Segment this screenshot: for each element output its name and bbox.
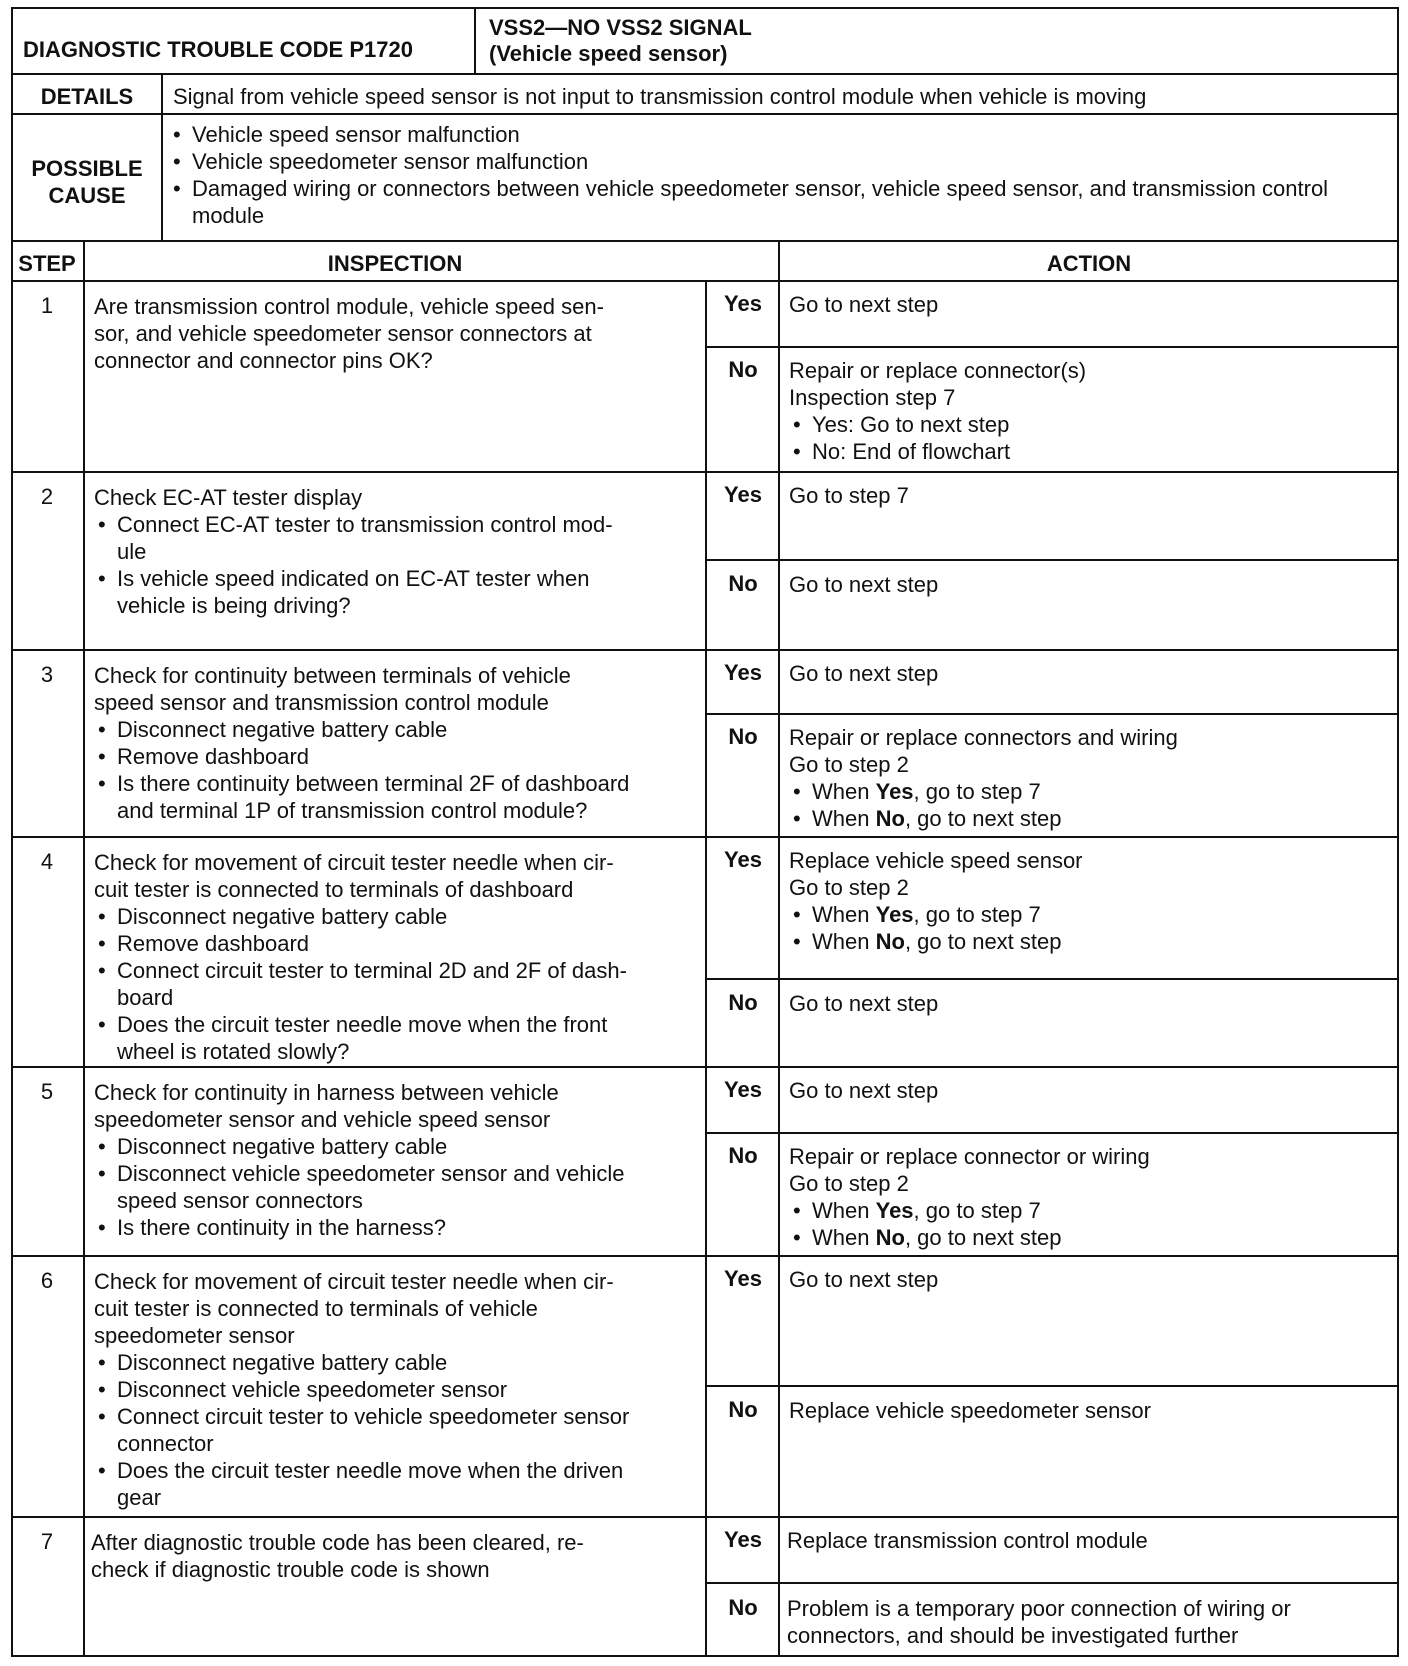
inspection-line: check if diagnostic trouble code is shown [91, 1557, 490, 1582]
step-3-no-action [789, 724, 1389, 832]
inspection-bullet [94, 1457, 699, 1511]
details-bottom-line [11, 113, 1399, 115]
sep-6-7 [11, 1516, 1399, 1518]
bullet-line: • Is there continuity between terminal 2F of dashboard [117, 771, 630, 796]
action-bullets [789, 1197, 1389, 1251]
inspection-bullet [94, 1011, 699, 1065]
border-top [11, 7, 1399, 9]
inspection-bullet [94, 903, 699, 930]
when-word: When [812, 1198, 870, 1223]
action-bullets [789, 411, 1389, 465]
inspection-bullet [94, 511, 699, 565]
no-emphasis: No [875, 1225, 905, 1250]
inspection-bullet [94, 565, 699, 619]
inspection-bullet [94, 957, 699, 1011]
step-2-no-action: Go to next step [789, 572, 939, 597]
step-7-yes-action: Replace transmission control module [787, 1528, 1148, 1553]
no-label: No [728, 1595, 758, 1620]
action-bullet: • Yes: Go to next step [789, 411, 1389, 438]
bullet-line: gear [117, 1485, 162, 1510]
colhead-bottom-line [11, 280, 1399, 282]
bullet-line: • Disconnect negative battery cable [117, 717, 448, 742]
col-action: ACTION [1046, 251, 1132, 276]
yn-sep-6 [705, 1385, 1399, 1387]
dtc-code-title: DIAGNOSTIC TROUBLE CODE P1720 [23, 37, 413, 62]
inspection-line: speedometer sensor [94, 1323, 295, 1348]
inspection-bullet [94, 716, 699, 743]
bullet-line: and terminal 1P of transmission control module? [117, 798, 588, 823]
action-line: connectors, and should be investigated further [787, 1623, 1239, 1648]
inspection-line: speed sensor and transmission control module [94, 690, 549, 715]
action-line: Go to step 2 [789, 1171, 909, 1196]
bullet-line: • Connect circuit tester to vehicle speedometer sensor [117, 1404, 630, 1429]
step-4-inspection [94, 849, 699, 1065]
step-6-yes-action: Go to next step [789, 1267, 939, 1292]
sep-2-3 [11, 649, 1399, 651]
bullet-line: • Is there continuity in the harness? [117, 1215, 446, 1240]
when-word: When [812, 806, 870, 831]
inspection-bullet [94, 743, 699, 770]
bullet-tail: , go to next step [904, 806, 1062, 831]
no-label: No [728, 990, 758, 1015]
action-bullets [789, 901, 1389, 955]
cause-item: • Damaged wiring or connectors between vehicle speedometer sensor, vehicle speed sensor, and transmission control module [169, 175, 1395, 229]
no-label: No [728, 1143, 758, 1168]
inspection-bullets [94, 511, 699, 619]
action-line: Go to step 2 [789, 875, 909, 900]
step-number: 7 [40, 1529, 54, 1554]
bullet-tail: , go to next step [904, 1225, 1062, 1250]
diagnostic-table [11, 7, 1399, 1657]
inspection-bullet [94, 1403, 699, 1457]
action-bullet [789, 1197, 1389, 1224]
bullet-tail: , go to step 7 [913, 1198, 1041, 1223]
step-5-inspection [94, 1079, 699, 1241]
action-bullets [789, 778, 1389, 832]
inspection-line: connector and connector pins OK? [94, 348, 433, 373]
bullet-line: wheel is rotated slowly? [117, 1039, 350, 1064]
step-number: 1 [40, 293, 54, 318]
bullet-line: • Disconnect vehicle speedometer sensor [117, 1377, 508, 1402]
step-7-inspection [91, 1529, 699, 1583]
dtc-name-line2: (Vehicle speed sensor) [489, 41, 728, 66]
sep-1-2 [11, 471, 1399, 473]
possible-cause-label [13, 155, 161, 209]
yn-sep-2 [705, 559, 1399, 561]
when-word: When [812, 929, 870, 954]
action-line: Go to step 2 [789, 752, 909, 777]
yes-label: Yes [724, 482, 762, 507]
possible-cause-list [169, 121, 1395, 229]
sep-5-6 [11, 1255, 1399, 1257]
inspection-bullet [94, 1214, 699, 1241]
inspection-line: sor, and vehicle speedometer sensor connectors at [94, 321, 592, 346]
inspection-line: After diagnostic trouble code has been cleared, re- [91, 1530, 584, 1555]
step-number: 4 [40, 849, 54, 874]
header-divider [474, 7, 476, 74]
inspection-line: Check for movement of circuit tester needle when cir- [94, 850, 614, 875]
inspection-line: Check for continuity in harness between vehicle [94, 1080, 559, 1105]
details-text: Signal from vehicle speed sensor is not input to transmission control module when vehicle is moving [173, 84, 1147, 109]
step-number: 2 [40, 484, 54, 509]
when-word: When [812, 1225, 870, 1250]
step-1-no-action [789, 357, 1389, 465]
col-inspection: INSPECTION [327, 251, 463, 276]
bullet-line: • Disconnect negative battery cable [117, 904, 448, 929]
step-1-inspection [94, 293, 699, 374]
step-number: 3 [40, 662, 54, 687]
action-bullet: • No: End of flowchart [789, 438, 1389, 465]
possible-cause-label-line2: CAUSE [48, 183, 126, 208]
inspection-bullets [94, 716, 699, 824]
inspection-line: speedometer sensor and vehicle speed sensor [94, 1107, 551, 1132]
inspection-bullet [94, 1133, 699, 1160]
dtc-name [489, 15, 752, 67]
yes-label: Yes [724, 1527, 762, 1552]
bullet-tail: , go to next step [904, 929, 1062, 954]
step-4-yes-action [789, 847, 1389, 955]
action-line: Replace vehicle speed sensor [789, 848, 1083, 873]
yes-emphasis: Yes [875, 1198, 914, 1223]
yes-emphasis: Yes [875, 779, 914, 804]
bullet-line: • Does the circuit tester needle move when the driven [117, 1458, 624, 1483]
bullet-line: • Connect circuit tester to terminal 2D and 2F of dash- [117, 958, 627, 983]
cause-item: • Vehicle speed sensor malfunction [169, 121, 1395, 148]
step-6-inspection [94, 1268, 699, 1511]
inspection-line: Are transmission control module, vehicle speed sen- [94, 294, 604, 319]
bullet-line: board [117, 985, 174, 1010]
action-line: Repair or replace connectors and wiring [789, 725, 1178, 750]
yn-sep-7 [705, 1582, 1399, 1584]
bullet-line: • Disconnect negative battery cable [117, 1350, 448, 1375]
action-line: Repair or replace connector(s) [789, 358, 1087, 383]
yes-label: Yes [724, 847, 762, 872]
bullet-line: • Connect EC-AT tester to transmission control mod- [117, 512, 613, 537]
inspection-line: Check EC-AT tester display [94, 485, 363, 510]
bullet-line: speed sensor connectors [117, 1188, 363, 1213]
bullet-line: vehicle is being driving? [117, 593, 351, 618]
inspection-bullets [94, 903, 699, 1065]
yn-sep-4 [705, 978, 1399, 980]
details-label: DETAILS [40, 84, 134, 109]
col-step: STEP [18, 251, 76, 276]
step-1-yes-action: Go to next step [789, 292, 939, 317]
step-2-yes-action: Go to step 7 [789, 483, 909, 508]
action-line: Repair or replace connector or wiring [789, 1144, 1150, 1169]
no-label: No [728, 724, 758, 749]
action-bullet [789, 928, 1389, 955]
bullet-line: • Does the circuit tester needle move when the front [117, 1012, 608, 1037]
no-emphasis: No [875, 806, 905, 831]
bullet-line: connector [117, 1431, 214, 1456]
dtc-name-line1: VSS2—NO VSS2 SIGNAL [489, 15, 752, 40]
sep-4-5 [11, 1066, 1399, 1068]
action-line: Problem is a temporary poor connection of wiring or [787, 1596, 1291, 1621]
step-5-no-action [789, 1143, 1389, 1251]
no-label: No [728, 357, 758, 382]
inspection-bullet [94, 770, 699, 824]
action-bullet [789, 805, 1389, 832]
step-3-inspection [94, 662, 699, 824]
inspection-line: Check for movement of circuit tester needle when cir- [94, 1269, 614, 1294]
yn-sep-3 [705, 713, 1399, 715]
possible-cause-label-line1: POSSIBLE [31, 156, 143, 181]
action-bullet [789, 901, 1389, 928]
action-col-line [778, 240, 780, 1657]
header-bottom-line [11, 73, 1399, 75]
action-line: Inspection step 7 [789, 385, 956, 410]
details-divider [161, 73, 163, 241]
no-label: No [728, 1397, 758, 1422]
inspection-bullets [94, 1349, 699, 1511]
cause-bottom-line [11, 240, 1399, 242]
inspection-bullet [94, 1376, 699, 1403]
step-col-line [83, 240, 85, 1657]
inspection-line: cuit tester is connected to terminals of dashboard [94, 877, 574, 902]
step-number: 5 [40, 1079, 54, 1104]
step-5-yes-action: Go to next step [789, 1078, 939, 1103]
step-2-inspection [94, 484, 699, 619]
bullet-line: ule [117, 539, 147, 564]
action-bullet [789, 1224, 1389, 1251]
step-number: 6 [40, 1268, 54, 1293]
no-emphasis: No [875, 929, 905, 954]
inspection-line: Check for continuity between terminals of vehicle [94, 663, 571, 688]
yes-label: Yes [724, 291, 762, 316]
bullet-line: • Disconnect vehicle speedometer sensor and vehicle [117, 1161, 625, 1186]
inspection-bullet [94, 1160, 699, 1214]
bullet-line: • Remove dashboard [117, 744, 310, 769]
step-7-no-action [787, 1595, 1393, 1649]
yn-sep-5 [705, 1132, 1399, 1134]
bullet-line: • Is vehicle speed indicated on EC-AT tester when [117, 566, 590, 591]
yes-label: Yes [724, 1266, 762, 1291]
bullet-line: • Remove dashboard [117, 931, 310, 956]
when-word: When [812, 779, 870, 804]
no-label: No [728, 571, 758, 596]
yes-label: Yes [724, 660, 762, 685]
step-4-no-action: Go to next step [789, 991, 939, 1016]
when-word: When [812, 902, 870, 927]
yes-label: Yes [724, 1077, 762, 1102]
inspection-line: cuit tester is connected to terminals of vehicle [94, 1296, 538, 1321]
yes-emphasis: Yes [875, 902, 914, 927]
bullet-tail: , go to step 7 [913, 779, 1041, 804]
inspection-bullet [94, 1349, 699, 1376]
step-6-no-action: Replace vehicle speedometer sensor [789, 1398, 1151, 1423]
yn-sep-1 [705, 346, 1399, 348]
step-3-yes-action: Go to next step [789, 661, 939, 686]
cause-item: • Vehicle speedometer sensor malfunction [169, 148, 1395, 175]
action-bullet [789, 778, 1389, 805]
sep-3-4 [11, 836, 1399, 838]
inspection-bullet [94, 930, 699, 957]
inspection-bullets [94, 1133, 699, 1241]
bullet-tail: , go to step 7 [913, 902, 1041, 927]
bullet-line: • Disconnect negative battery cable [117, 1134, 448, 1159]
